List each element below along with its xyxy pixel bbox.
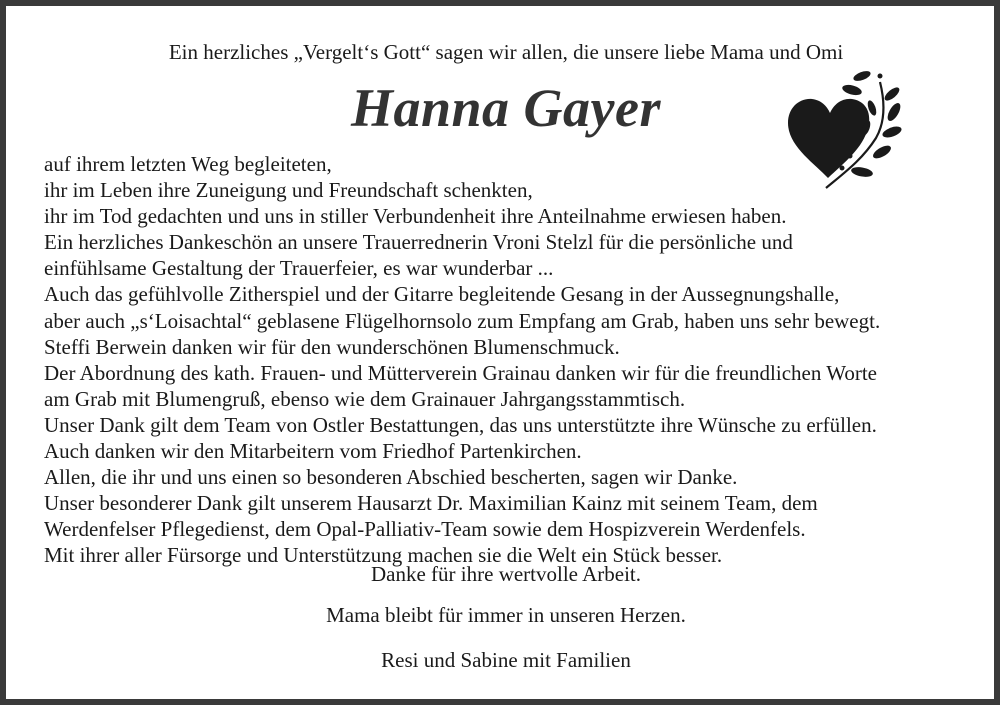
body-line: ihr im Tod gedachten und uns in stiller Verbundenheit ihre Anteilnahme erwiesen haben. [44,204,787,229]
body-line: am Grab mit Blumengruß, ebenso wie dem Grainauer Jahrgangsstammtisch. [44,386,686,411]
body-line: Auch das gefühlvolle Zitherspiel und der Gitarre begleitende Gesang in der Aussegnungshalle, [44,282,840,307]
body-line: Mit ihrer aller Fürsorge und Unterstützung machen sie die Welt ein Stück besser. [44,543,723,568]
body-line: Auch danken wir den Mitarbeitern vom Friedhof Partenkirchen. [44,439,582,464]
body-line: Ein herzliches Dankeschön an unsere Trauerrednerin Vroni Stelzl für die persönliche und [44,230,793,255]
body-line: Unser Dank gilt dem Team von Ostler Bestattungen, das uns unterstützte ihre Wünsche zu erfüllen. [44,412,877,437]
thanks-line: Danke für ihre wertvolle Arbeit. [371,562,641,586]
closing-line: Mama bleibt für immer in unseren Herzen. [326,603,686,627]
body-line: ihr im Leben ihre Zuneigung und Freundschaft schenkten, [44,178,533,203]
body-text [44,151,974,569]
body-line: auf ihrem letzten Weg begleiteten, [44,152,332,176]
body-line: Allen, die ihr und uns einen so besonderen Abschied bescherten, sagen wir Danke. [44,465,738,490]
body-line: Unser besonderer Dank gilt unserem Hausarzt Dr. Maximilian Kainz mit seinem Team, dem [44,491,818,516]
body-line: einfühlsame Gestaltung der Trauerfeier, es war wunderbar ... [44,256,554,281]
body-line: Steffi Berwein danken wir für den wunderschönen Blumenschmuck. [44,334,620,359]
signature: Resi und Sabine mit Familien [381,648,631,672]
body-line: aber auch „s‘Loisachtal“ geblasene Flügelhornsolo zum Empfang am Grab, haben uns sehr bewegt. [44,308,881,333]
intro-line: Ein herzliches „Vergelt‘s Gott“ sagen wir allen, die unsere liebe Mama und Omi [168,40,844,64]
body-line: Der Abordnung des kath. Frauen- und Mütterverein Grainau danken wir für die freundlichen Worte [44,360,877,385]
body-line: Werdenfelser Pflegedienst, dem Opal-Palliativ-Team sowie dem Hospizverein Werdenfels. [44,517,806,542]
deceased-name: Hanna Gayer [350,78,661,138]
